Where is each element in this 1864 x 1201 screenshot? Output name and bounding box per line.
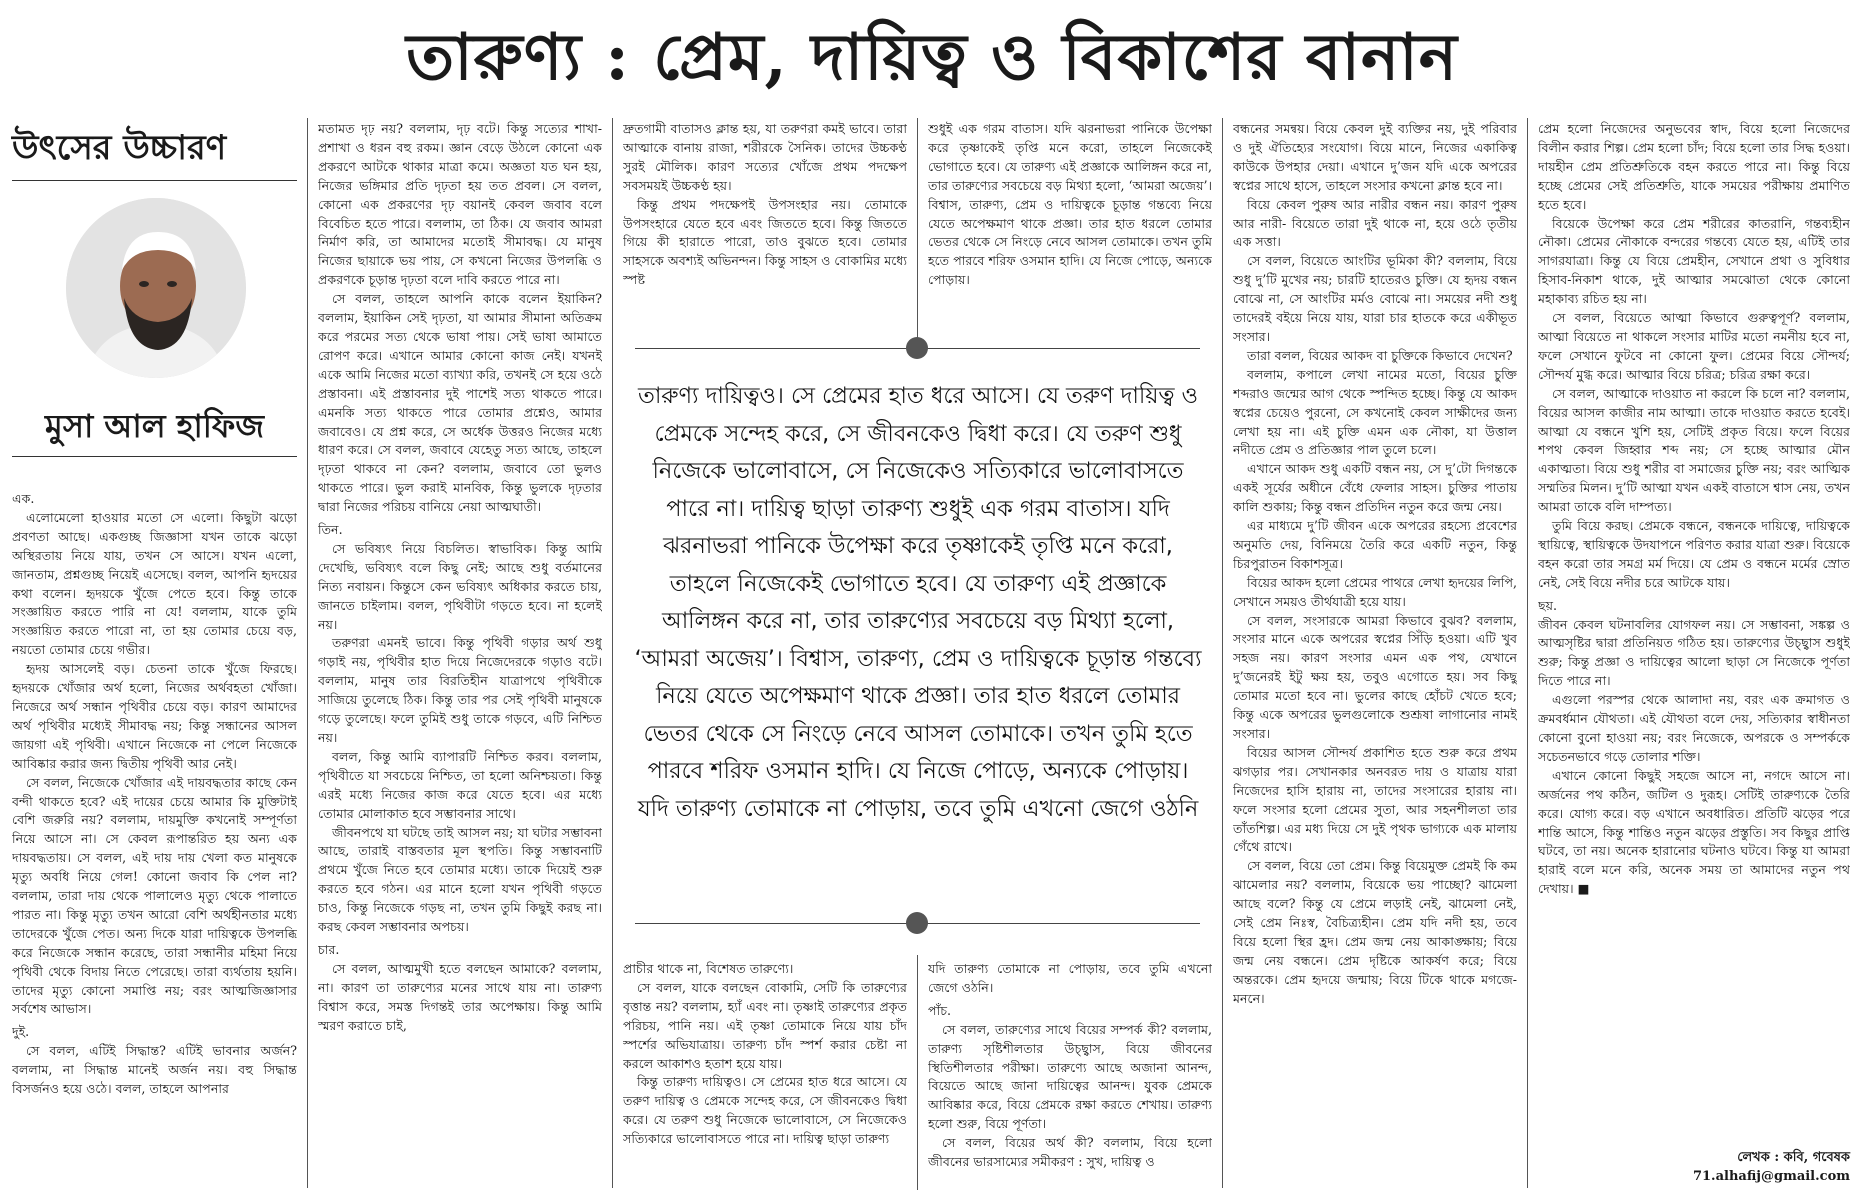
paragraph: জীবন কেবল ঘটনাবলির যোগফল নয়। সে সম্ভাবনা, সঙ্কল্প ও আত্মসৃষ্টির দ্বারা প্রতিনিয়ত গঠিত হয়। তারুণ্যের উচ্ছ্বাস শুধুই শুরু; কিন্তু প্রজ্ঞা ও দায়িত্বের আলো ছাড়া সে নিজেকে পূর্ণতা দিতে পারে না। xyxy=(1538,616,1850,689)
article-column-1 xyxy=(12,490,297,1190)
column-divider xyxy=(1222,118,1223,1188)
divider xyxy=(12,180,297,181)
paragraph: সে বলল, সংসারকে আমরা কিভাবে বুঝব? বললাম, সংসার মানে একে অপরের স্বপ্নের সিঁড়ি হওয়া। এটি খুব সহজ নয়। কারণ সংসার এমন এক পথ, যেখানে দু’জনেরই ইটু ক্ষয় হয়, তবুও এগোতে হয়। সব কিছু তোমার মতো হবে না। ভুলের কাছে হোঁচট খেতে হবে; কিন্তু একে অপরের ভুলগুলোকে শুশ্রূষা লাগানোর নামই সংসার। xyxy=(1233,612,1517,741)
paragraph: এক. xyxy=(12,491,35,506)
paragraph: বলল, কিন্তু আমি ব্যাপারটি নিশ্চিত করব। বললাম, পৃথিবীতে যা সবচেয়ে নিশ্চিত, তা হলো অনিশ্চয়তা। কিন্তু এরই মধ্যে নিজের কাজ করে যেতে হবে। এর মধ্যে তোমার মোলাকাত হবে সম্ভাবনার সাথে। xyxy=(318,748,602,821)
article-column-6 xyxy=(1538,120,1850,1120)
paragraph: যদি তারুণ্য তোমাকে না পোড়ায়, তবে তুমি এখনো জেগে ওঠনি। xyxy=(928,961,1212,995)
article-column-5 xyxy=(1233,120,1517,1130)
paragraph: তারা বলল, বিয়ের আকদ বা চুক্তিকে কিভাবে দেখেন? xyxy=(1247,347,1513,363)
paragraph: বিয়ের আকদ হলো প্রেমের পাথরে লেখা হৃদয়ের লিপি, সেখানে সময়ও তীর্থযাত্রী হয়ে যায়। xyxy=(1233,574,1517,609)
column-divider xyxy=(917,955,918,1190)
paragraph: বললাম, কপালে লেখা নামের মতো, বিয়ের চুক্তি শব্দরাও জন্মের আগ থেকে স্পন্দিত হচ্ছে। কিন্তু যে আকদ স্বপ্নের চেয়েও পুরনো, সে কখনোই কেবল সাক্ষীদের জন্য লেখা হয় না। এই চুক্তি এমন এক নৌকা, যা উত্তাল নদীতে প্রেম ও প্রতিজ্ঞার পাল তুলে চলে। xyxy=(1233,366,1517,458)
byline xyxy=(1538,1148,1850,1186)
pull-quote-dot-icon xyxy=(906,912,928,934)
paragraph: হৃদয় আসলেই বড়। চেতনা তাকে খুঁজে ফিরছে। হৃদয়কে খোঁজার অর্থ হলো, নিজের অর্থবহতা খোঁজা। নিজেরে অর্থ সন্ধান পৃথিবীর চেয়ে বড়। কারণ আমাদের অর্থ পৃথিবীর মধ্যেই সীমাবদ্ধ নয়; কিন্তু সন্ধানের আসল জায়গা এই পৃথিবী। এখানে নিজেকে না পেলে নিজেকে আবিষ্কার করার জন্য দ্বিতীয় পৃথিবী আর নেই। xyxy=(12,661,297,771)
divider xyxy=(12,456,297,457)
paragraph: তুমি বিয়ে করছ। প্রেমকে বন্ধনে, বন্ধনকে দায়িত্বে, দায়িত্বকে স্থায়িত্বে, স্থায়িত্বকে উদযাপনে পরিণত করার যাত্রা শুরু। বিয়েকে বহন করো তার সমগ্র মর্ম দিয়ে। যে প্রেম ও বন্ধনে মর্মের স্রোত নেই, সেই বিয়ে নদীর চরে আটকে যায়। xyxy=(1538,518,1850,590)
paragraph: এর মাধ্যমে দু’টি জীবন একে অপরের রহস্যে প্রবেশের অনুমতি দেয়, বিনিময়ে তৈরি করে একটি নতুন, কিন্তু চিরপুরাতন বিকাশসূত্র। xyxy=(1233,518,1517,571)
paragraph: সে বলল, আত্মমুখী হতে বলছেন আমাকে? বললাম, না। কারণ তা তারুণ্যের মনের সাথে যায় না। তারুণ্য বিশ্বাস করে, সমস্ত দিগন্তই তার অপেক্ষায়। কিন্তু আমি স্মরণ করাতে চাই, xyxy=(318,960,602,1033)
paragraph: এলোমেলো হাওয়ার মতো সে এলো। কিছুটা ঝড়ো প্রবণতা আছে। একগুচ্ছ জিজ্ঞাসা যখন তাকে ঝড়ো অস্থিরতায় নিয়ে যায়, তখন সে আসে। যখন এলো, জানতাম, প্রশ্নগুচ্ছ নিয়েই এসেছে। বলল, আপনি হৃদয়ের কথা বলেন। হৃদয়কে খুঁজে পেতে হবে। কিন্তু তাকে সংজ্ঞায়িত করতে পারি না যে! বললাম, যাকে তুমি সংজ্ঞায়িত করতে পারো না, তা হয় তোমার চেয়ে বড়, নয়তো তোমার চেয়ে গভীর। xyxy=(12,509,297,658)
paragraph: তরুণরা এমনই ভাবে। কিন্তু পৃথিবী গড়ার অর্থ শুধু গড়াই নয়, পৃথিবীর হাত দিয়ে নিজেদেরকে গড়াও বটে। বললাম, মানুষ তার বিরতিহীন যাত্রাপথে পৃথিবীকে সাজিয়ে তুলেছে ঠিক। কিন্তু তার পর সেই পৃথিবী মানুষকে গড়ে তুলেছে। ফলে তুমিই শুধু তাকে গড়বে, এটি নিশ্চিত নয়। xyxy=(318,635,602,745)
paragraph: এগুলো পরস্পর থেকে আলাদা নয়, বরং এক ক্রমাগত ও ক্রমবর্ধমান যৌথতা। এই যৌথতা বলে দেয়, সত্যিকার স্বাধীনতা কোনো বুনো হাওয়া নয়; বরং নিজেকে, অপরকে ও সম্পর্ককে সচেতনভাবে গড়ে তোলার শক্তি। xyxy=(1538,692,1850,764)
paragraph: বিয়ের আসল সৌন্দর্য প্রকাশিত হতে শুরু করে প্রথম ঝগড়ার পর। সেখানকার অনবরত দায় ও যাত্রায় যারা নিজেদের হাসি হারায় না, তাদের সংসারের হারায় না। ফলে সংসার হলো প্রেমের সুতা, আর সহনশীলতা তার তাঁতশিল্প। এর মধ্য দিয়ে সে দুই পৃথক ভাগ্যকে এক মালায় গেঁথে রাখে। xyxy=(1233,744,1517,855)
paragraph: দুই. xyxy=(12,1024,30,1040)
headline: তারুণ্য : প্রেম, দায়িত্ব ও বিকাশের বানান xyxy=(406,20,1458,95)
paragraph: সে বলল, তারুণ্যের সাথে বিয়ের সম্পর্ক কী? বললাম, তারুণ্য সৃষ্টিশীলতার উচ্ছ্বাস, বিয়ে জীবনের স্থিতিশীলতার পরীক্ষা। তারুণ্যে আছে অজানা আনন্দ, বিয়েতে আছে জানা দায়িত্বের আনন্দ। যুবক প্রেমকে আবিষ্কার করে, বিয়ে প্রেমকে রক্ষা করতে শেখায়। তারুণ্য হলো শুরু, বিয়ে পূর্ণতা। xyxy=(928,1021,1212,1132)
paragraph: সে বলল, এটিই সিদ্ধান্ত? এটিই ভাবনার অর্জন? বললাম, না সিদ্ধান্ত মানেই অর্জন নয়। বহু সিদ্ধান্ত বিসর্জনও হয়ে ওঠে। বলল, তাহলে আপনার xyxy=(12,1043,297,1097)
paragraph: সে ভবিষ্যৎ নিয়ে বিচলিত। স্বাভাবিক। কিন্তু আমি দেখেছি, ভবিষ্যৎ বলে কিছু নেই; আছে শুধু বর্তমানের নিত্য নবায়ন। কিন্তুসে কেন ভবিষ্যৎ অধিকার করতে চায়, জানতে চাইলাম। বলল, পৃথিবীটা গড়তে হবে। না হলেই নয়। xyxy=(318,540,602,632)
paragraph: সে বলল, বিয়েতে আংটির ভূমিকা কী? বললাম, বিয়ে শুধু দু’টি মুখের নয়; চারটি হাতেরও চুক্তি। যে হৃদয় বন্ধন বোঝে না, সে আংটির মর্মও বোঝে না। সময়ের নদী শুধু তাদেরই বইয়ে নিয়ে যায়, যারা চার হাতকে করে একীভূত সংসার। xyxy=(1233,253,1517,344)
paragraph: সে বলল, যাকে বলছেন বোকামি, সেটি কি তারুণ্যের বৃত্তান্ত নয়? বললাম, হ্যাঁ এবং না। তৃষ্ণাই তারুণ্যের প্রকৃত পরিচয়, পানি নয়। এই তৃষ্ণা তোমাকে নিয়ে যায় চাঁদ স্পর্শের অভিযাত্রায়। তারুণ্য চাঁদ স্পর্শ করার চেষ্টা না করলে আকাশও হতাশ হয়ে যায়। xyxy=(623,979,907,1071)
paragraph: তিন. xyxy=(318,522,343,538)
author-email: 71.alhafij@gmail.com xyxy=(1692,1169,1850,1184)
pull-quote: তারুণ্য দায়িত্বও। সে প্রেমের হাত ধরে আসে। যে তরুণ দায়িত্ব ও প্রেমকে সন্দেহ করে, সে জীবনকেও দ্বিধা করে। যে তরুণ শুধু নিজেকে ভালোবাসে, সে নিজেকেও সত্যিকারে ভালোবাসতে পারে না। দায়িত্ব ছাড়া তারুণ্য শুধুই এক গরম বাতাস। যদি ঝরনাভরা পানিকে উপেক্ষা করে তৃষ্ণাকেই তৃপ্তি মনে করো, তাহলে নিজেকেই ভোগাতে হবে। যে তারুণ্য এই প্রজ্ঞাকে আলিঙ্গন করে না, তার তারুণ্যের সবচেয়ে বড় মিথ্যা হলো, ‘আমরা অজেয়’। বিশ্বাস, তারুণ্য, প্রেম ও দায়িত্বকে চূড়ান্ত গন্তব্যে নিয়ে যেতে অপেক্ষমাণ থাকে প্রজ্ঞা। তার হাত ধরলে তোমার ভেতর থেকে সে নিংড়ে নেবে আসল তোমাকে। তখন তুমি হতে পারবে শরিফ ওসমান হাদি। যে নিজে পোড়ে, অন্যকে পোড়ায়। যদি তারুণ্য তোমাকে না পোড়ায়, তবে তুমি এখনো জেগে ওঠনি xyxy=(634,383,1202,822)
paragraph: পাঁচ. xyxy=(928,1002,952,1018)
column-divider xyxy=(307,118,308,1188)
paragraph: সে বলল, বিয়েতে আত্মা কিভাবে গুরুত্বপূর্ণ? বললাম, আত্মা বিয়েতে না থাকলে সংসার মাটির মতো নমনীয় হবে না, ফলে সেখানে ফুটবে না কোনো ফুল। প্রেমের বিয়ে সৌন্দর্য; সৌন্দর্য মুগ্ধ করে। আত্মার বিয়ে চরিত্র; চরিত্র রক্ষা করে। xyxy=(1538,310,1850,382)
paragraph: এখানে আকদ শুধু একটি বন্ধন নয়, সে দু’টো দিগন্তকে একই সূর্যের অধীনে বেঁধে ফেলার সাহস। চুক্তির পাতায় কালি শুকায়; কিন্তু বন্ধন প্রতিদিন নতুন করে জন্ম নেয়। xyxy=(1233,461,1517,515)
paragraph: বন্ধনের সমন্বয়। বিয়ে কেবল দুই ব্যক্তির নয়, দুই পরিবার ও দুই ঐতিহ্যের সংযোগ। বিয়ে মানে, নিজের একাকিত্ব কাউকে উপহার দেয়া। এখানে দু’জন যদি একে অপরের স্বপ্নের সাথে হাসে, তাহলে সংসার কখনো ক্লান্ত হবে না। xyxy=(1233,121,1517,193)
column-divider xyxy=(1527,118,1528,1188)
paragraph: জীবনপথে যা ঘটছে তাই আসল নয়; যা ঘটার সম্ভাবনা আছে, তারাই বাস্তবতার মূল স্থপতি। কিন্তু সম্ভাবনাটি প্রথমে খুঁজে নিতে হবে তোমার মধ্যে। তাকে দিয়েই শুরু করতে হবে গঠন। এর মানে হলো যখন পৃথিবী গড়তে চাও, কিন্তু নিজেকে গড়ছ না, তখন তুমি কিছুই করছ না। করছ কেবল সম্ভাবনার অপচয়। xyxy=(318,824,602,935)
paragraph: দ্রুতগামী বাতাসও ক্লান্ত হয়, যা তরুণরা কমই ভাবে। তারা আত্মাকে বানায় রাজা, শরীরকে সৈনিক। তাদের উচ্চকণ্ঠ সুরই মৌলিক। কারণ সত্যের খোঁজে প্রথম পদক্ষেপ সবসময়ই উচ্চকণ্ঠ হয়। xyxy=(623,121,907,193)
pull-quote-dot-icon xyxy=(906,337,928,359)
paragraph: কিন্তু তারুণ্য দায়িত্বও। সে প্রেমের হাত ধরে আসে। যে তরুণ দায়িত্ব ও প্রেমকে সন্দেহ করে, সে জীবনকেও দ্বিধা করে। যে তরুণ শুধু নিজেকে ভালোবাসে, সে নিজেকেও সত্যিকারে ভালোবাসতে পারে না। দায়িত্ব ছাড়া তারুণ্য xyxy=(623,1074,907,1147)
paragraph: ছয়. xyxy=(1538,597,1558,613)
author-role: লেখক : কবি, গবেষক xyxy=(1737,1150,1850,1165)
paragraph: শুধুই এক গরম বাতাস। যদি ঝরনাভরা পানিকে উপেক্ষা করে তৃষ্ণাকেই তৃপ্তি মনে করো, তাহলে নিজেকেই ভোগাতে হবে। যে তারুণ্য এই প্রজ্ঞাকে আলিঙ্গন করে না, তার তারুণ্যের সবচেয়ে বড় মিথ্যা হলো, ‘আমরা অজেয়’। বিশ্বাস, তারুণ্য, প্রেম ও দায়িত্বকে চূড়ান্ত গন্তব্যে নিয়ে যেতে অপেক্ষমাণ থাকে প্রজ্ঞা। তার হাত ধরলে তোমার ভেতর থেকে সে নিংড়ে নেবে আসল তোমাকে। তখন তুমি হতে পারবে শরিফ ওসমান হাদি। যে নিজে পোড়ে, অন্যকে পোড়ায়। xyxy=(928,121,1212,288)
article-column-4-bottom xyxy=(928,960,1212,1195)
article-column-2 xyxy=(318,120,602,1130)
paragraph: প্রেম হলো নিজেদের অনুভবের স্বাদ, বিয়ে হলো নিজেদের বিলীন করার শিল্প। প্রেম হলো চাঁদ; বিয়ে হলো তার সিদ্ধ হওয়া। দায়হীন প্রেম প্রতিশ্রুতিকে বহন করতে পারে না। কিন্তু বিয়ে হচ্ছে প্রেমের সেই প্রতিশ্রুতি, যাকে সময়ের পরীক্ষায় প্রমাণিত হতে হবে। xyxy=(1538,121,1850,212)
paragraph: বিয়ে কেবল পুরুষ আর নারীর বন্ধন নয়। কারণ পুরুষ আর নারী- বিয়েতে তারা দুই থাকে না, হয়ে ওঠে তৃতীয় এক সত্তা। xyxy=(1233,196,1517,250)
paragraph: মতামত দৃঢ় নয়? বললাম, দৃঢ় বটে। কিন্তু সত্যের শাখা-প্রশাখা ও ধরন বহু রকম। জ্ঞান বেড়ে উঠলে কোনো এক প্রকরণে আটকে থাকার মাত্রা কমে। অজ্ঞতা যত ঘন হয়, নিজের ভঙ্গিমার প্রতি দৃঢ়তা হয় তত প্রবল। সে বলল, কোনো এক প্রকরণের দৃঢ় বয়ানই কেবল জবাব বলে বিবেচিত হতে পারে। বললাম, তা ঠিক। যে জবাব আমরা নির্মাণ করি, তা আমাদের মতোই সীমাবদ্ধ। যে মানুষ নিজের ছায়াকে ভয় পায়, সে কখনো নিজের উপলব্ধি ও প্রকরণকে চূড়ান্ত দৃঢ়তা বলে দাবি করতে পারে না। xyxy=(318,121,602,288)
paragraph: প্রাচীর থাকে না, বিশেষত তারুণ্যে। xyxy=(623,961,794,976)
paragraph: সে বলল, তাহলে আপনি কাকে বলেন ইয়াকিন? বললাম, ইয়াকিন সেই দৃঢ়তা, যা আমার সীমানা অতিক্রম করে পরমের সত্য থেকে ভাষা পায়। সেই ভাষা আমাতে রোপণ করে। এখানে আমার কোনো কাজ নেই। যখনই একে আমি নিজের মতো ব্যাখ্যা করি, তখনই সে হয়ে ওঠে প্রস্তাবনা। এই প্রস্তাবনার দুই পাশেই সত্য থাকতে পারে। এমনকি সত্য থাকতে পারে তোমার প্রশ্নেও, আমার জবাবেও। যে প্রশ্ন করে, সে অর্ধেক উত্তরও নিজের মধ্যে ধারণ করে। সে বলল, জবাবে যেহেতু সত্য আছে, তাহলে দৃঢ়তা থাকবে না কেন? বললাম, জবাবে তো ভুলও থাকতে পারে। ভুল করাই মানবিক, কিন্তু ভুলকে দৃঢ়তার দ্বারা নিজের পরিচয় বানিয়ে নেয়া আত্মঘাতী। xyxy=(318,291,602,515)
section-label: উৎসের উচ্চারণ xyxy=(12,128,227,168)
paragraph: চার. xyxy=(318,941,340,957)
pull-quote-box xyxy=(623,348,1212,938)
article-column-3-bottom xyxy=(623,960,907,1195)
paragraph: সে বলল, বিয়ের অর্থ কী? বললাম, বিয়ে হলো জীবনের ভারসাম্যের সমীকরণ : সুখ, দায়িত্ব ও xyxy=(928,1135,1212,1170)
paragraph: কিন্তু প্রথম পদক্ষেপই উপসংহার নয়। তোমাকে উপসংহারে যেতে হবে এবং জিততে হবে। কিন্তু জিততে গিয়ে কী হারাতে পারো, তাও বুঝতে হবে। তোমার সাহসকে অবশ্যই অভিনন্দন। কিন্তু সাহস ও বোকামির মধ্যে স্পষ্ট xyxy=(623,196,907,288)
author-portrait-icon xyxy=(66,198,246,378)
column-divider xyxy=(612,118,613,1188)
paragraph: সে বলল, আত্মাকে দাওয়াত না করলে কি চলে না? বললাম, বিয়ের আসল কাজীর নাম আত্মা। তাকে দাওয়াত করতে হবেই। আত্মা যে বন্ধনে খুশি হয়, সেটিই প্রকৃত বিয়ে। ফলে বিয়ের শপথ কেবল জিহ্বার শব্দ নয়; সে হচ্ছে আত্মার মৌন একাত্মতা। বিয়ে শুধু শরীর বা সমাজের চুক্তি নয়; বরং আত্মিক সম্মতির মিলন। দু’টি আত্মা যখন একই বাতাসে শ্বাস নেয়, তখন আমরা তাকে বলি দাম্পত্য। xyxy=(1538,385,1850,515)
author-name: মুসা আল হাফিজ xyxy=(45,407,264,445)
column-divider xyxy=(917,118,918,348)
paragraph: সে বলল, বিয়ে তো প্রেম। কিন্তু বিয়েমুক্ত প্রেমই কি কম ঝামেলার নয়? বললাম, বিয়েকে ভয় পাচ্ছো? ঝামেলা আছে বলে? কিন্তু যে প্রেমে লড়াই নেই, ঝামেলা নেই, সেই প্রেম নিঃস্ব, বৈচিত্র্যহীন। প্রেম যদি নদী হয়, তবে বিয়ে হলো স্থির হ্রদ। প্রেম জন্ম নেয় আকাঙ্ক্ষায়; বিয়ে জন্ম নেয় বন্ধনে। প্রেম দৃষ্টিকে আকর্ষণ করে; বিয়ে অন্তরকে। প্রেম হৃদয়ে জন্মায়; বিয়ে টিকে থাকে মগজে-মননে। xyxy=(1233,858,1517,1006)
paragraph: সে বলল, নিজেকে খোঁজার এই দায়বদ্ধতার কাছে কেন বন্দী থাকতে হবে? এই দায়ের চেয়ে আমার কি মুক্তিটাই বেশি জরুরি নয়? বললাম, দায়মুক্তি কখনোই সম্পূর্ণতা নিয়ে আসে না। সে কেবল রূপান্তরিত হয় অন্য এক দায়বদ্ধতায়। সে বলল, এই দায় দায় খেলা কত মানুষকে মৃত্যু অবধি নিয়ে গেল! কোনো জবাব কি পেল না? বললাম, তারা দায় থেকে পালালেও মৃত্যু থেকে পালাতে পারত না। কিন্তু মৃত্যু তখন আরো বেশি অর্থহীনতার মধ্যে তাদেরকে খুঁজে পেত। অন্য দিকে যারা দায়িত্বকে উপলব্ধি করে নিজেকে সন্ধান করেছে, তারা সন্ধানীর মহিমা নিয়ে পৃথিবী থেকে বিদায় নিতে পেরেছে। তারা ব্যর্থতায় হয়নি। তাদের মৃত্যু কোনো সমাপ্তি নয়; বরং আত্মজিজ্ঞাসার সর্বশেষ আভাস। xyxy=(12,774,297,1017)
author-photo xyxy=(66,198,246,378)
paragraph: বিয়েকে উপেক্ষা করে প্রেম শরীরের কাতরানি, গন্তব্যহীন নৌকা। প্রেমের নৌকাকে বন্দরের গন্তব্যে যেতে হয়, এটিই তার সাগরযাত্রা। কিন্তু যে বিয়ে প্রেমহীন, সেখানে প্রথা ও সুবিধার হিসাব-নিকাশ থাকে, দুই আত্মার সমঝোতা থেকে কোনো মহাকাব্য রচিত হয় না। xyxy=(1538,215,1850,307)
paragraph: এখানে কোনো কিছুই সহজে আসে না, নগদে আসে না। অর্জনের পথ কঠিন, জটিল ও দুরূহ। সেটিই তারুণ্যকে তৈরি করে। যোগ্য করে। বড় এখানে অবধারিত। প্রতিটি ঝড়ের পরে শান্তি আসে, কিন্তু শান্তিও নতুন ঝড়ের প্রস্তুতি। সব কিছুর প্রাপ্তি ঘটবে, তা নয়। অনেক হারানোর ঘটনাও ঘটবে। কিন্তু যা আমরা হারাই বলে মনে করি, অনেক সময় তা আমাদের নতুন পথ দেখায়। ■ xyxy=(1538,767,1850,897)
